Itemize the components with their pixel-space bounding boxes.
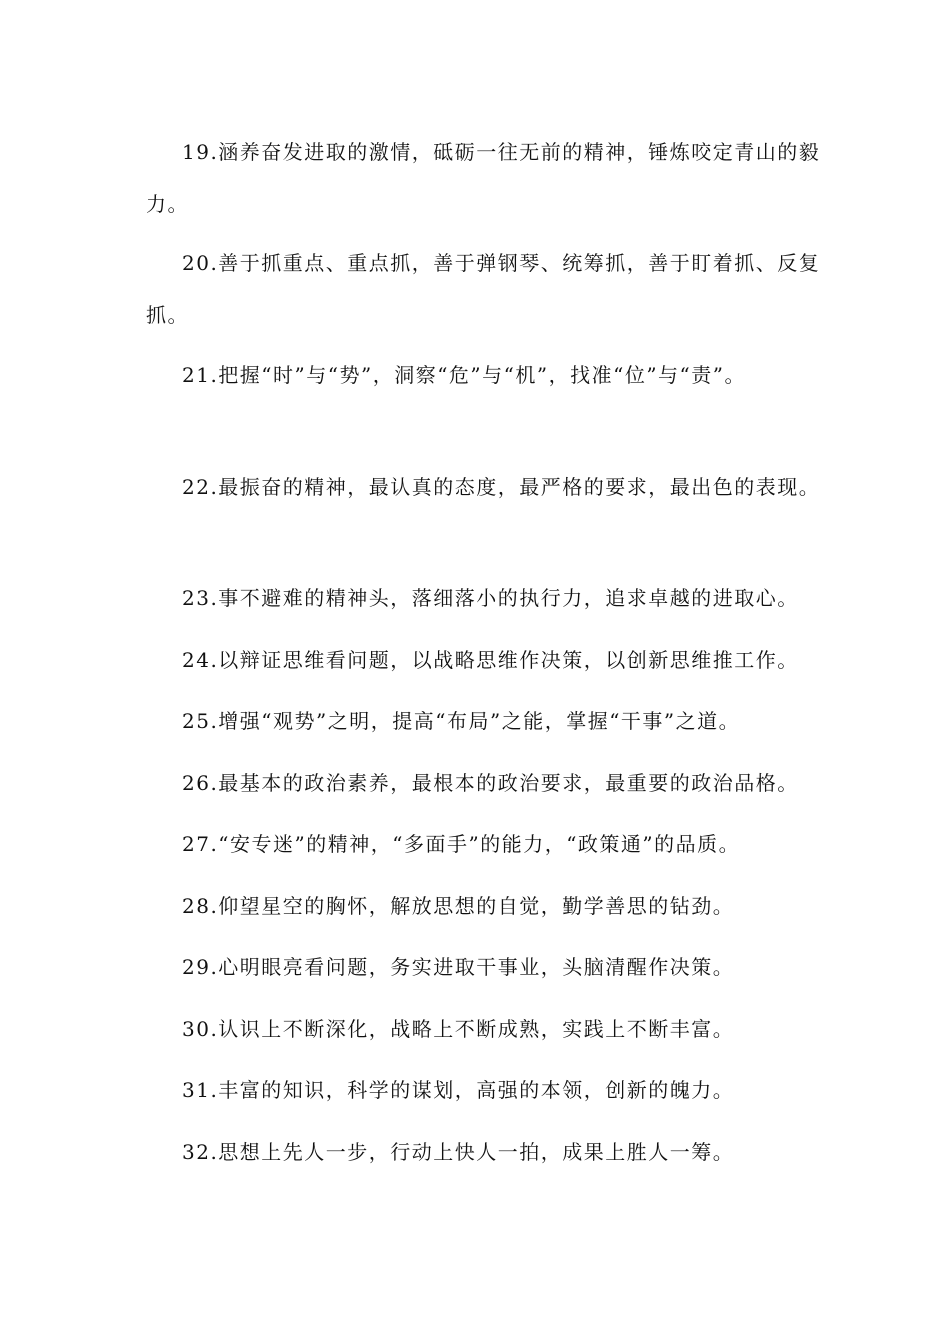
list-item: 32.思想上先人一步，行动上快人一拍，成果上胜人一筹。 xyxy=(182,1140,735,1164)
list-item: 26.最基本的政治素养，最根本的政治要求，最重要的政治品格。 xyxy=(182,771,799,795)
list-item: 20.善于抓重点、重点抓，善于弹钢琴、统筹抓，善于盯着抓、反复抓。 xyxy=(146,251,821,327)
list-item: 30.认识上不断深化，战略上不断成熟，实践上不断丰富。 xyxy=(182,1017,735,1041)
list-item: 27.“安专迷”的精神，“多面手”的能力，“政策通”的品质。 xyxy=(182,832,741,856)
list-item: 29.心明眼亮看问题，务实进取干事业，头脑清醒作决策。 xyxy=(182,955,735,979)
list-item: 22.最振奋的精神，最认真的态度，最严格的要求，最出色的表现。 xyxy=(182,475,821,499)
list-item: 28.仰望星空的胸怀，解放思想的自觉，勤学善思的钻劲。 xyxy=(182,894,735,918)
list-item: 25.增强“观势”之明，提高“布局”之能，掌握“干事”之道。 xyxy=(182,709,741,733)
list-item: 31.丰富的知识，科学的谋划，高强的本领，创新的魄力。 xyxy=(182,1078,735,1102)
list-item: 24.以辩证思维看问题，以战略思维作决策，以创新思维推工作。 xyxy=(182,648,799,672)
list-item: 21.把握“时”与“势”，洞察“危”与“机”，找准“位”与“责”。 xyxy=(182,363,747,387)
list-item: 19.涵养奋发进取的激情，砥砺一往无前的精神，锤炼咬定青山的毅力。 xyxy=(146,140,821,216)
list-item: 23.事不避难的精神头，落细落小的执行力，追求卓越的进取心。 xyxy=(182,586,799,610)
